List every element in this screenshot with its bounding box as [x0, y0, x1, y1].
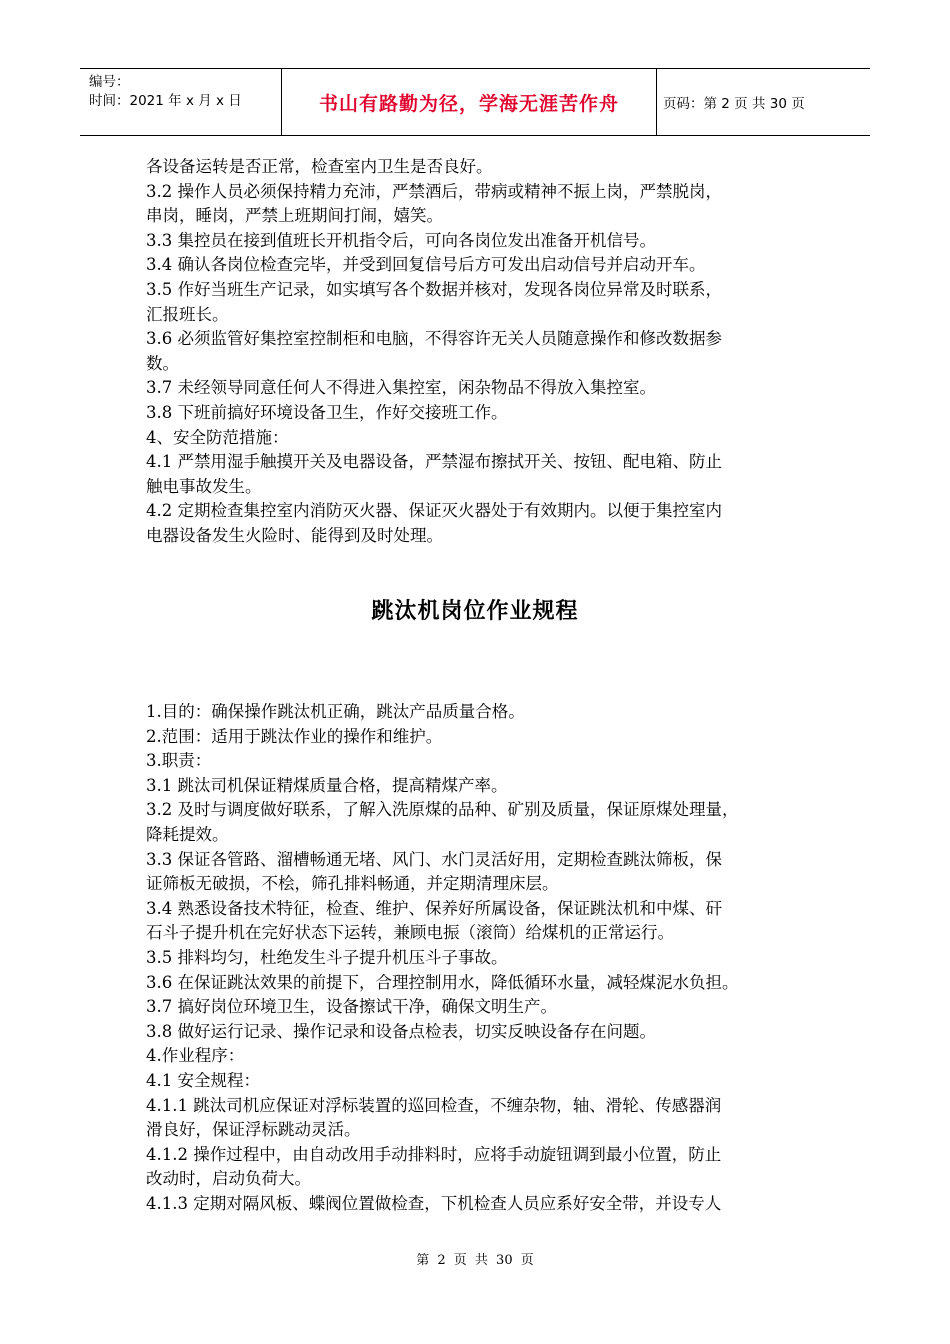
body-line: 4.1.2 操作过程中，由自动改用手动排料时，应将手动旋钮调到最小位置，防止: [146, 1144, 722, 1164]
body-line: 4.1 安全规程：: [146, 1070, 260, 1090]
body-line: 触电事故发生。: [146, 476, 262, 496]
body-line: 汇报班长。: [146, 304, 229, 324]
header-meta: [80, 69, 282, 135]
body-line: 4、安全防范措施：: [146, 427, 289, 447]
page-header: [80, 68, 870, 136]
body-line: 降耗提效。: [146, 824, 229, 844]
body-line: 3.5 排料均匀，杜绝发生斗子提升机压斗子事故。: [146, 947, 508, 967]
body-line: 3.3 保证各管路、溜槽畅通无堵、风门、水门灵活好用，定期检查跳汰筛板，保: [146, 849, 722, 869]
header-page-info-cell: [657, 69, 870, 135]
header-motto-cell: [282, 69, 657, 135]
section-collection-room-rules: [146, 155, 826, 549]
body-line: 各设备运转是否正常，检查室内卫生是否良好。: [146, 157, 493, 176]
body-line: 3.4 熟悉设备技术特征，检查、维护、保养好所属设备，保证跳汰机和中煤、矸: [146, 898, 722, 918]
body-line: 4.1 严禁用湿手触摸开关及电器设备，严禁湿布擦拭开关、按钮、配电箱、防止: [146, 452, 722, 472]
document-title: 跳汰机岗位作业规程: [371, 599, 579, 624]
body-line: 1.目的：确保操作跳汰机正确，跳汰产品质量合格。: [146, 702, 525, 721]
header-page-info: 页码：第 2 页 共 30 页: [663, 96, 805, 112]
body-line: 改动时，启动负荷大。: [146, 1169, 311, 1189]
body-line: 证筛板无破损，不桧，筛孔排料畅通，并定期清理床层。: [146, 874, 559, 894]
body-line: 3.6 必须监管好集控室控制柜和电脑，不得容许无关人员随意操作和修改数据参: [146, 329, 722, 349]
body-line: 3.3 集控员在接到值班长开机指令后，可向各岗位发出准备开机信号。: [146, 230, 656, 250]
body-line: 3.7 未经领导同意任何人不得进入集控室，闲杂物品不得放入集控室。: [146, 378, 656, 398]
body-line: 串岗，睡岗，严禁上班期间打闹，嬉笑。: [146, 206, 443, 226]
body-line: 4.作业程序：: [146, 1046, 245, 1066]
body-line: 3.2 操作人员必须保持精力充沛，严禁酒后，带病或精神不振上岗，严禁脱岗，: [146, 181, 722, 201]
body-line: 3.8 下班前搞好环境设备卫生，作好交接班工作。: [146, 402, 508, 422]
body-line: 3.职责：: [146, 751, 212, 771]
body-line: 电器设备发生火险时、能得到及时处理。: [146, 525, 443, 545]
body-line: 3.6 在保证跳汰效果的前提下，合理控制用水，降低循环水量，减轻煤泥水负担。: [146, 972, 739, 992]
body-line: 3.5 作好当班生产记录，如实填写各个数据并核对，发现各岗位异常及时联系，: [146, 279, 722, 299]
body-line: 4.1.1 跳汰司机应保证对浮标装置的巡回检查，不缠杂物，轴、滑轮、传感器润: [146, 1095, 722, 1115]
body-line: 3.7 搞好岗位环境卫生，设备擦试干净，确保文明生产。: [146, 997, 557, 1017]
body-line: 3.2 及时与调度做好联系，了解入洗原煤的品种、矿别及质量，保证原煤处理量，: [146, 800, 739, 820]
document-date: 时间：2021 年 x 月 x 日: [89, 93, 242, 109]
body-line: 3.4 确认各岗位检查完毕，并受到回复信号后方可发出启动信号并启动开车。: [146, 255, 706, 275]
document-number-label: 编号：: [89, 74, 130, 90]
body-line: 石斗子提升机在完好状态下运转，兼顾电振（滚筒）给煤机的正常运行。: [146, 923, 674, 943]
body-line: 数。: [146, 353, 179, 373]
body-line: 3.1 跳汰司机保证精煤质量合格，提高精煤产率。: [146, 775, 508, 795]
body-line: 4.1.3 定期对隔风板、蝶阀位置做检查，下机检查人员应系好安全带，并设专人: [146, 1193, 722, 1213]
page-footer: 第 2 页 共 30 页: [416, 1253, 534, 1268]
section-jig-operation-rules: [146, 700, 826, 1216]
body-line: 2.范围：适用于跳汰作业的操作和维护。: [146, 726, 443, 746]
body-line: 3.8 做好运行记录、操作记录和设备点检表，切实反映设备存在问题。: [146, 1021, 656, 1041]
body-line: 4.2 定期检查集控室内消防灭火器、保证灭火器处于有效期内。以便于集控室内: [146, 501, 722, 521]
body-line: 滑良好，保证浮标跳动灵活。: [146, 1120, 361, 1140]
header-motto: 书山有路勤为径，学海无涯苦作舟: [318, 92, 619, 115]
